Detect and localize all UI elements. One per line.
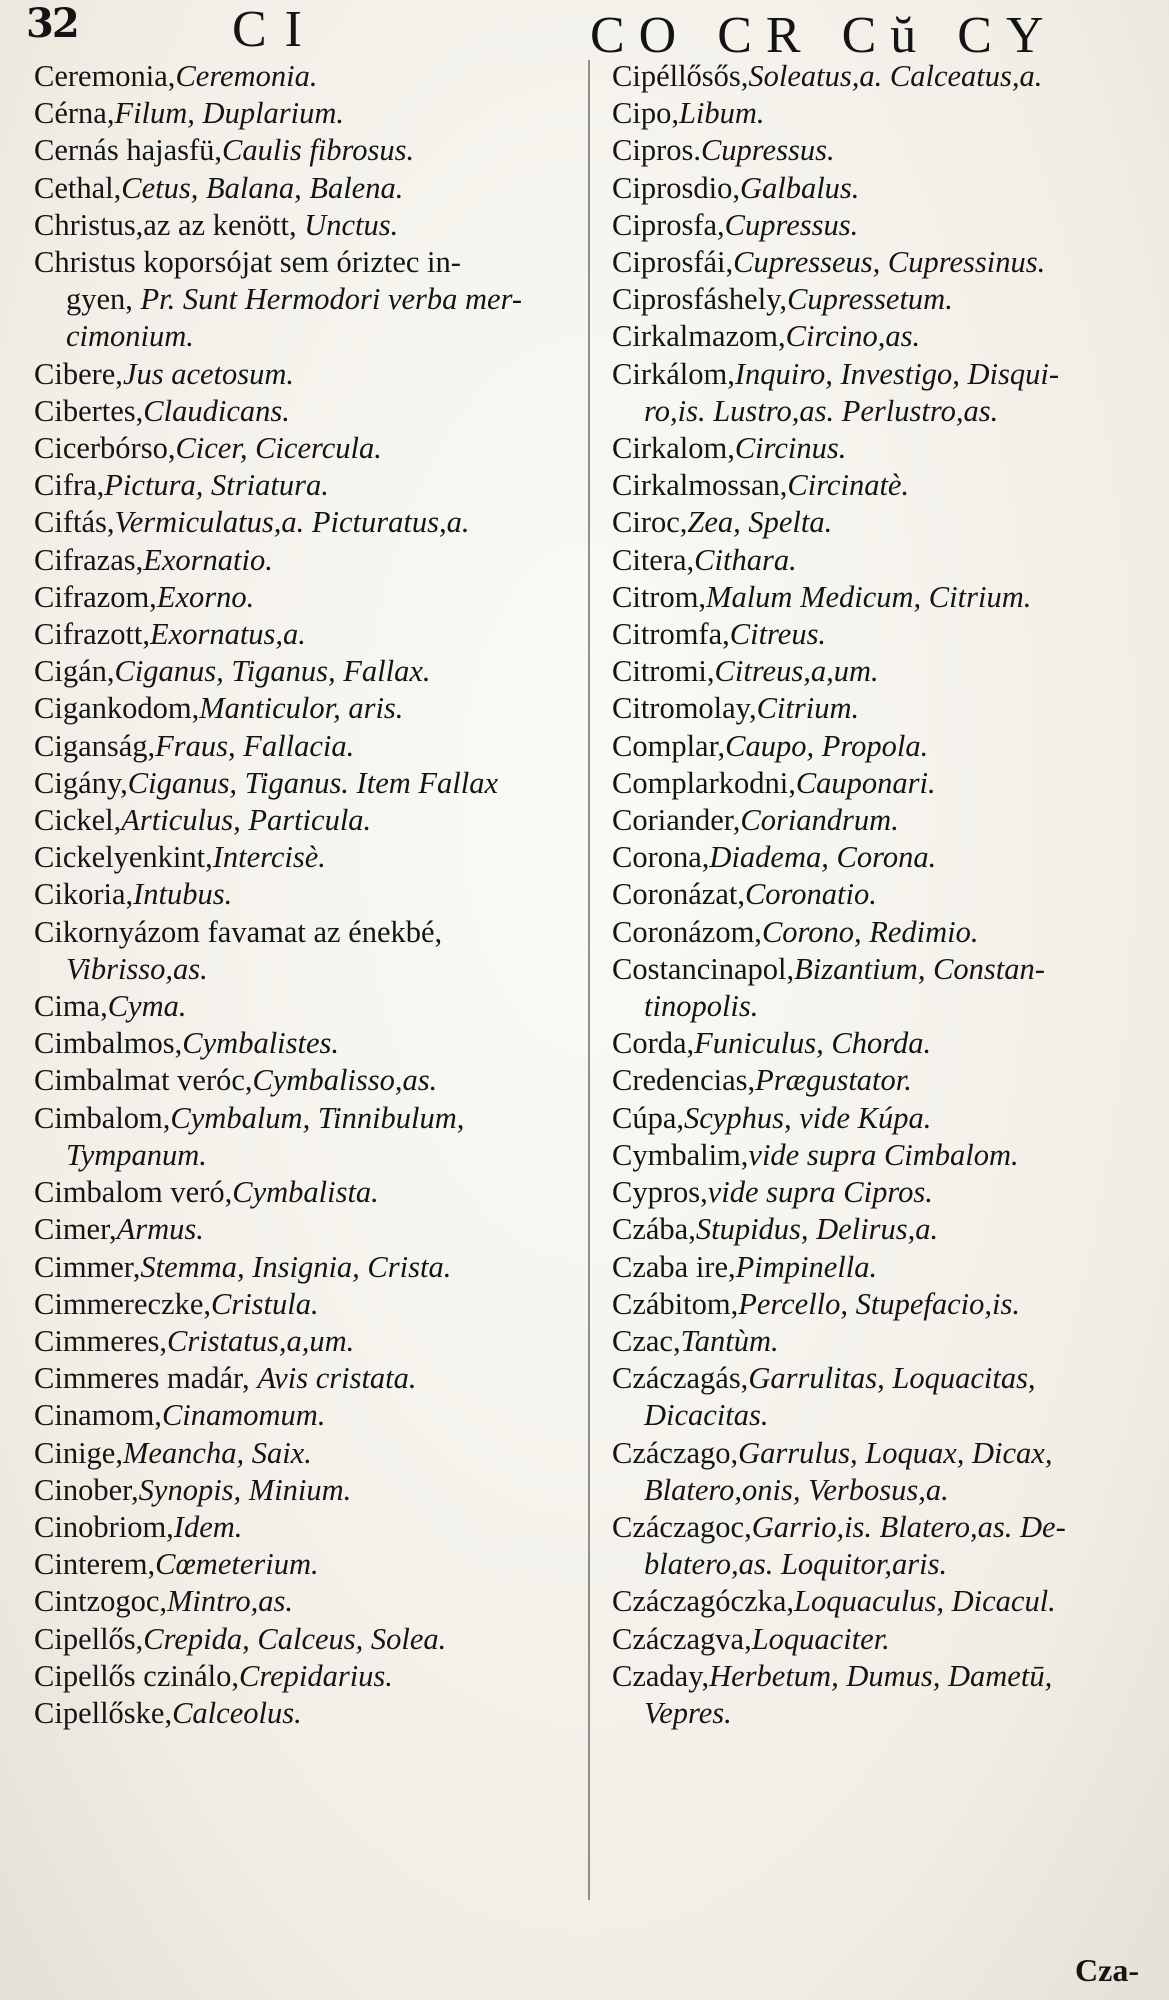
dictionary-entry [34,244,582,281]
latin-translation: Garrulitas, Loquacitas, [748,1361,1036,1396]
latin-translation: blatero,as. Loquitor,aris. [644,1547,948,1582]
dictionary-entry [612,1509,1160,1546]
hungarian-headword: Cickelyenkint, [34,840,213,875]
latin-translation: Intubus. [133,877,233,912]
latin-translation: Crepida, Calceus, Solea. [143,1621,447,1656]
latin-translation: Loquaculus, Dicacul. [794,1584,1056,1619]
latin-translation: Loquaciter. [751,1621,890,1656]
running-header [0,0,1169,62]
hungarian-headword: Cernás hajasfü, [34,133,223,168]
right-column-heading: CO CR Cŭ CY [590,7,1058,64]
latin-translation: Caulis fibrosus. [222,133,415,168]
dictionary-entry [612,1211,1160,1248]
latin-translation: Circinus. [734,431,847,466]
hungarian-headword: Czáczago, [612,1435,739,1470]
latin-translation: Armus. [116,1212,204,1247]
dictionary-entry [34,616,582,653]
hungarian-headword: Cipo, [612,96,679,131]
latin-translation: Tympanum. [66,1137,207,1172]
latin-translation: Cauponari. [795,765,936,800]
dictionary-entry [34,1249,582,1286]
hungarian-headword: Corona, [612,840,710,875]
latin-translation: Diadema, Corona. [709,840,937,875]
latin-translation: tinopolis. [644,989,759,1024]
dictionary-entry [34,1211,582,1248]
hungarian-headword: Cikornyázom favamat az énekbé, [34,914,443,949]
dictionary-entry [34,1435,582,1472]
latin-translation: Coriandrum. [740,803,899,838]
hungarian-headword: Coriander, [612,803,741,838]
dictionary-entry [34,318,582,355]
dictionary-entry [612,988,1160,1025]
hungarian-headword: Ciprosdio, [612,170,740,205]
hungarian-headword: Cicerbórso, [34,431,176,466]
hungarian-headword: Cibertes, [34,393,144,428]
latin-translation: Citreus. [729,617,827,652]
dictionary-entry [34,839,582,876]
dictionary-entry [612,207,1160,244]
dictionary-entry [34,542,582,579]
catchword: Cza- [1075,1952,1139,1988]
column-divider [588,60,590,1900]
dictionary-entry [612,1695,1160,1732]
dictionary-entry [612,393,1160,430]
hungarian-headword: Cimbalom, [34,1100,171,1135]
latin-translation: Inquiro, Investigo, Disqui- [734,356,1060,391]
latin-translation: Citrium. [756,691,860,726]
hungarian-headword: Citera, [612,542,695,577]
dictionary-entry [34,132,582,169]
left-column-heading: CI [232,1,320,58]
dictionary-entry [34,1472,582,1509]
hungarian-headword: Coronázom, [612,914,762,949]
latin-translation: Herbetum, Dumus, Dametū, [709,1658,1053,1693]
dictionary-entry [612,1472,1160,1509]
latin-translation: Fraus, Fallacia. [155,728,355,763]
hungarian-headword: Cikoria, [34,877,134,912]
latin-translation: Percello, Stupefacio,is. [738,1286,1020,1321]
dictionary-entry [612,430,1160,467]
latin-translation: Calceolus. [172,1695,302,1730]
hungarian-headword: Czaba ire, [612,1249,736,1284]
left-column [34,58,582,1732]
dictionary-entry [612,1583,1160,1620]
dictionary-entry [612,1658,1160,1695]
latin-translation: Avis cristata. [257,1361,417,1396]
latin-translation: Exorno. [156,579,255,614]
hungarian-headword: Citromi, [612,654,715,689]
hungarian-headword: Complar, [612,728,726,763]
dictionary-entry [34,579,582,616]
latin-translation: Vepres. [644,1695,732,1730]
dictionary-entry [612,1025,1160,1062]
dictionary-entry [612,876,1160,913]
latin-translation: Cetus, Balana, Balena. [121,170,404,205]
dictionary-entry [612,1137,1160,1174]
dictionary-entry [34,951,582,988]
latin-translation: Funiculus, Chorda. [694,1026,932,1061]
dictionary-entry [34,876,582,913]
hungarian-headword: Cipellős czinálo, [34,1658,239,1693]
dictionary-entry [612,244,1160,281]
latin-translation: vide supra Cimbalom. [748,1137,1019,1172]
latin-translation: cimonium. [66,319,194,354]
hungarian-headword: Cima, [34,989,108,1024]
hungarian-headword: Ciprosfáshely, [612,282,788,317]
dictionary-entry [612,58,1160,95]
hungarian-headword: Cimbalmat veróc, [34,1063,253,1098]
hungarian-headword: Czába, [612,1212,696,1247]
latin-translation: Bizantium, Constan- [794,951,1045,986]
hungarian-headword: Cintzogoc, [34,1584,167,1619]
hungarian-headword: Cérna, [34,96,115,131]
latin-translation: Cupressus. [700,133,835,168]
hungarian-headword: Christus koporsójat sem óriztec in- [34,245,461,280]
dictionary-entry [612,802,1160,839]
hungarian-headword: Cickel, [34,803,122,838]
dictionary-entry [34,988,582,1025]
dictionary-entry [612,95,1160,132]
dictionary-entry [34,653,582,690]
latin-translation: Unctus. [304,207,399,242]
latin-translation: ro,is. Lustro,as. Perlustro,as. [644,393,999,428]
latin-translation: Caupo, Propola. [725,728,929,763]
hungarian-headword: Czáczagva, [612,1621,752,1656]
dictionary-entry [34,728,582,765]
dictionary-entry [612,653,1160,690]
latin-translation: Cymbalista. [232,1175,379,1210]
latin-translation: Cymbalum, Tinnibulum, [170,1100,465,1135]
dictionary-entry [612,1621,1160,1658]
latin-translation: Blatero,onis, Verbosus,a. [644,1472,949,1507]
latin-translation: Jus acetosum. [122,356,295,391]
hungarian-headword: Cibere, [34,356,123,391]
hungarian-headword: Corda, [612,1026,695,1061]
latin-translation: Cinamomum. [161,1398,326,1433]
hungarian-headword: Cimmeres madár, [34,1361,258,1396]
dictionary-entry [34,207,582,244]
dictionary-entry [612,765,1160,802]
hungarian-headword: Costancinapol, [612,951,795,986]
hungarian-headword: Cinobriom, [34,1509,174,1544]
hungarian-headword: Cipellős, [34,1621,144,1656]
dictionary-entry [612,690,1160,727]
latin-translation: Crepidarius. [238,1658,393,1693]
latin-translation: Cithara. [694,542,797,577]
latin-translation: Citreus,a,um. [714,654,879,689]
latin-translation: Galbalus. [739,170,860,205]
latin-translation: Intercisè. [212,840,326,875]
hungarian-headword: Czáczagóczka, [612,1584,795,1619]
latin-translation: Exornatio. [143,542,273,577]
latin-translation: Malum Medicum, Citrium. [706,579,1032,614]
hungarian-headword: Cifrazom, [34,579,157,614]
dictionary-entry [612,1100,1160,1137]
dictionary-entry [34,1025,582,1062]
dictionary-entry [612,356,1160,393]
hungarian-headword: Czábitom, [612,1286,739,1321]
latin-translation: Cupressus. [724,207,859,242]
dictionary-entry [612,1546,1160,1583]
dictionary-entry [34,1509,582,1546]
latin-translation: Cymbalisso,as. [252,1063,438,1098]
latin-translation: Cupressetum. [787,282,953,317]
latin-translation: Coronatio. [744,877,877,912]
hungarian-headword: Cirkalom, [612,431,735,466]
latin-translation: Stupidus, Delirus,a. [695,1212,939,1247]
dictionary-entry [34,504,582,541]
right-column [612,58,1160,1732]
page-number: 32 [26,0,78,47]
hungarian-headword: Credencias, [612,1063,756,1098]
latin-translation: Garrio,is. Blatero,as. De- [751,1509,1066,1544]
latin-translation: Cristatus,a,um. [167,1323,355,1358]
hungarian-headword: Ciprosfái, [612,245,734,280]
dictionary-entry [34,1658,582,1695]
latin-translation: Cyma. [107,989,187,1024]
hungarian-headword: Christus,az az kenött, [34,207,305,242]
latin-translation: Ciganus, Tiganus, Fallax. [114,654,431,689]
hungarian-headword: Cirkálom, [612,356,735,391]
hungarian-headword: Cimmereczke, [34,1286,211,1321]
dictionary-entry [34,1062,582,1099]
hungarian-headword: Cifrazott, [34,617,151,652]
dictionary-entry [612,467,1160,504]
dictionary-entry [612,132,1160,169]
dictionary-entry [34,58,582,95]
dictionary-entry [34,1174,582,1211]
dictionary-entry [34,356,582,393]
hungarian-headword: Cinober, [34,1472,139,1507]
latin-translation: Dicacitas. [644,1398,769,1433]
hungarian-headword: Cethal, [34,170,122,205]
latin-translation: Vermiculatus,a. Picturatus,a. [114,505,470,540]
hungarian-headword: Ceremonia, [34,59,176,93]
dictionary-entry [612,170,1160,207]
latin-translation: Meancha, Saix. [122,1435,312,1470]
dictionary-entry [34,690,582,727]
latin-translation: Prægustator. [755,1063,912,1098]
hungarian-headword: Cimbalom veró, [34,1175,233,1210]
dictionary-entry [612,951,1160,988]
latin-translation: Cupresseus, Cupressinus. [733,245,1046,280]
hungarian-headword: Czaday, [612,1658,710,1693]
latin-translation: Articulus, Particula. [121,803,372,838]
dictionary-entry [612,914,1160,951]
hungarian-headword: Cipellőske, [34,1695,173,1730]
hungarian-headword: Citromolay, [612,691,757,726]
hungarian-headword: Ciroc, [612,505,688,540]
latin-translation: Vibrisso,as. [66,951,208,986]
dictionary-entry [612,318,1160,355]
dictionary-entry [34,1100,582,1137]
latin-translation: Exornatus,a. [150,617,306,652]
latin-translation: Idem. [173,1509,243,1544]
hungarian-headword: Cimer, [34,1212,117,1247]
dictionary-entry [34,802,582,839]
hungarian-headword: Cirkalmossan, [612,468,788,503]
dictionary-entry [34,170,582,207]
dictionary-entry [34,393,582,430]
latin-translation: Synopis, Minium. [138,1472,352,1507]
latin-translation: Tantùm. [680,1323,779,1358]
dictionary-entry [34,765,582,802]
hungarian-headword: Cinige, [34,1435,123,1470]
dictionary-entry [612,1397,1160,1434]
dictionary-entry [612,1062,1160,1099]
dictionary-entry [34,1695,582,1732]
latin-translation: Pr. Sunt Hermodori verba mer- [140,282,522,317]
latin-translation: Circino,as. [785,319,921,354]
dictionary-entry [612,1360,1160,1397]
hungarian-headword: Coronázat, [612,877,745,912]
latin-translation: Corono, Redimio. [761,914,979,949]
latin-translation: Garrulus, Loquax, Dicax, [738,1435,1053,1470]
hungarian-headword: Ciftás, [34,505,115,540]
hungarian-headword: Czáczagás, [612,1361,749,1396]
hungarian-headword: Citrom, [612,579,707,614]
dictionary-entry [34,467,582,504]
dictionary-entry [34,430,582,467]
hungarian-headword: Cimbalmos, [34,1026,183,1061]
latin-translation: Claudicans. [143,393,290,428]
latin-translation: Libum. [678,96,765,131]
dictionary-entry [612,1286,1160,1323]
dictionary-entry [34,1546,582,1583]
hungarian-headword: Czáczagoc, [612,1509,752,1544]
hungarian-headword: Cinamom, [34,1398,162,1433]
hungarian-headword: Ciprosfa, [612,207,725,242]
latin-translation: Stemma, Insignia, Crista. [140,1249,452,1284]
dictionary-entry [612,1435,1160,1472]
hungarian-headword: Cipéllősős, [612,59,749,93]
dictionary-entry [612,616,1160,653]
dictionary-entry [34,1360,582,1397]
hungarian-headword: Cimmeres, [34,1323,167,1358]
dictionary-entry [612,728,1160,765]
latin-translation: Manticulor, aris. [199,691,404,726]
latin-translation: Zea, Spelta. [687,505,833,540]
hungarian-headword: Cúpa, [612,1100,685,1135]
dictionary-entry [34,1286,582,1323]
hungarian-headword: Cinterem, [34,1547,156,1582]
latin-translation: vide supra Cipros. [707,1175,933,1210]
hungarian-headword: Cifra, [34,468,105,503]
latin-translation: Pictura, Striatura. [104,468,329,503]
dictionary-entry [612,1249,1160,1286]
latin-translation: Scyphus, vide Kúpa. [684,1100,932,1135]
hungarian-headword: gyen, [66,282,141,317]
dictionary-entry [34,281,582,318]
latin-translation: Filum, Duplarium. [114,96,345,131]
dictionary-entry [612,1323,1160,1360]
latin-translation: Soleatus,a. Calceatus,a. [748,59,1043,93]
dictionary-entry [612,839,1160,876]
dictionary-entry [612,504,1160,541]
hungarian-headword: Cipros. [612,133,701,168]
dictionary-entry [34,914,582,951]
latin-translation: Ciganus, Tiganus. Item Fallax [127,765,498,800]
dictionary-entry [34,1323,582,1360]
latin-translation: Cicer, Cicercula. [175,431,382,466]
latin-translation: Mintro,as. [167,1584,293,1619]
hungarian-headword: Cypros, [612,1175,708,1210]
dictionary-entry [612,1174,1160,1211]
latin-translation: Circinatè. [787,468,910,503]
dictionary-entry [34,1621,582,1658]
hungarian-headword: Ciganság, [34,728,156,763]
hungarian-headword: Citromfa, [612,617,730,652]
latin-translation: Cymbalistes. [182,1026,340,1061]
hungarian-headword: Cifrazas, [34,542,144,577]
dictionary-entry [34,1137,582,1174]
latin-translation: Pimpinella. [735,1249,878,1284]
dictionary-entry [34,1583,582,1620]
dictionary-entry [612,542,1160,579]
hungarian-headword: Cigankodom, [34,691,200,726]
hungarian-headword: Complarkodni, [612,765,796,800]
dictionary-entry [612,281,1160,318]
dictionary-entry [34,1397,582,1434]
dictionary-entry [34,95,582,132]
hungarian-headword: Cymbalim, [612,1137,749,1172]
hungarian-headword: Cigány, [34,765,128,800]
latin-translation: Cristula. [210,1286,319,1321]
latin-translation: Cœmeterium. [155,1547,319,1582]
latin-translation: Ceremonia. [175,59,318,93]
hungarian-headword: Cirkalmazom, [612,319,786,354]
hungarian-headword: Cimmer, [34,1249,141,1284]
hungarian-headword: Czac, [612,1323,681,1358]
hungarian-headword: Cigán, [34,654,115,689]
dictionary-entry [612,579,1160,616]
